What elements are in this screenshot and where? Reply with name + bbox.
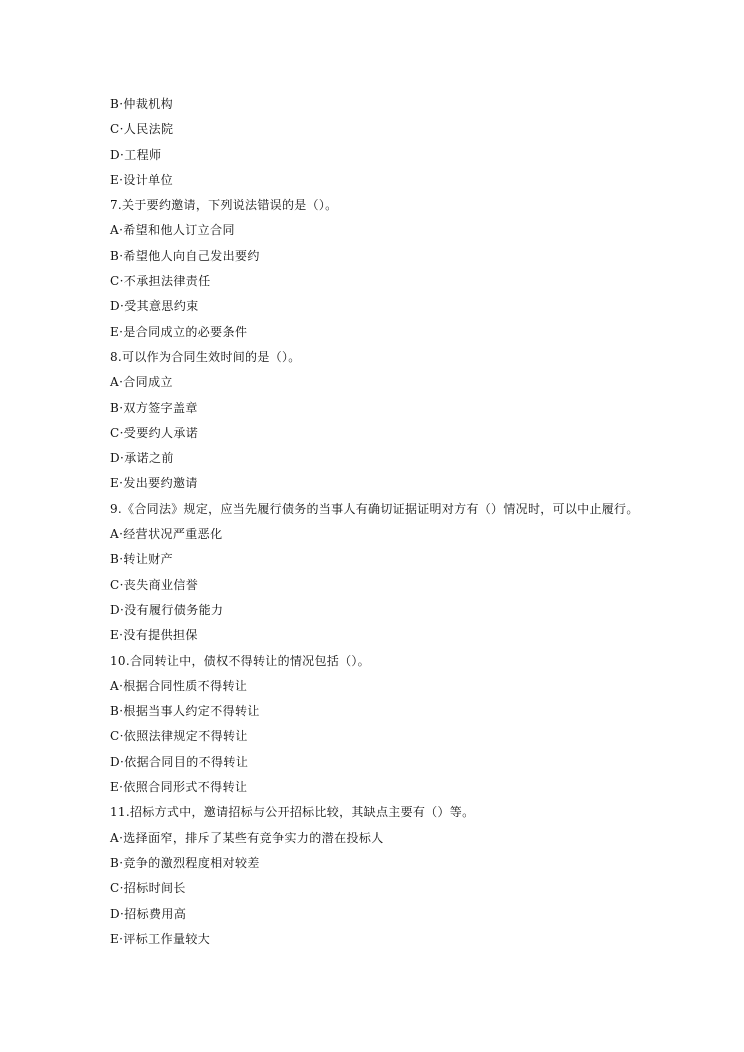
answer-option: E·没有提供担保 bbox=[110, 628, 198, 643]
answer-option: A·经营状况严重恶化 bbox=[110, 527, 223, 542]
answer-option: B·根据当事人约定不得转让 bbox=[110, 704, 260, 719]
question-text: 9.《合同法》规定，应当先履行债务的当事人有确切证据证明对方有（）情况时，可以中止履行。 bbox=[110, 501, 639, 516]
answer-option: E·发出要约邀请 bbox=[110, 476, 198, 491]
answer-option: E·依照合同形式不得转让 bbox=[110, 780, 248, 795]
answer-option: B·转让财产 bbox=[110, 552, 174, 567]
answer-option: A·合同成立 bbox=[110, 375, 173, 390]
answer-option: D·依据合同目的不得转让 bbox=[110, 754, 249, 769]
answer-option: D·承诺之前 bbox=[110, 451, 174, 466]
question-text: 7.关于要约邀请，下列说法错误的是（）。 bbox=[110, 198, 338, 213]
answer-option: E·评标工作量较大 bbox=[110, 931, 211, 946]
question-text: 10.合同转让中，债权不得转让的情况包括（）。 bbox=[110, 653, 370, 668]
question-text: 8.可以作为合同生效时间的是（）。 bbox=[110, 349, 301, 364]
answer-option: D·招标费用高 bbox=[110, 906, 187, 921]
answer-option: B·希望他人向自己发出要约 bbox=[110, 248, 260, 263]
answer-option: C·招标时间长 bbox=[110, 881, 186, 896]
answer-option: D·没有履行债务能力 bbox=[110, 602, 224, 617]
answer-option: B·竞争的激烈程度相对较差 bbox=[110, 855, 260, 870]
answer-option: B·双方签字盖章 bbox=[110, 400, 198, 415]
answer-option: C·丧失商业信誉 bbox=[110, 577, 199, 592]
answer-option: D·受其意思约束 bbox=[110, 299, 199, 314]
answer-option: B·仲裁机构 bbox=[110, 97, 174, 111]
answer-option: A·希望和他人订立合同 bbox=[110, 223, 235, 238]
question-list bbox=[110, 92, 710, 952]
answer-option: C·依照法律规定不得转让 bbox=[110, 729, 248, 744]
answer-option: E·是合同成立的必要条件 bbox=[110, 324, 248, 339]
answer-option: C·人民法院 bbox=[110, 122, 174, 137]
answer-option: C·受要约人承诺 bbox=[110, 425, 199, 440]
answer-option: A·选择面窄，排斥了某些有竞争实力的潜在投标人 bbox=[110, 830, 384, 845]
answer-option: A·根据合同性质不得转让 bbox=[110, 678, 248, 693]
question-text: 11.招标方式中，邀请招标与公开招标比较，其缺点主要有（）等。 bbox=[110, 805, 475, 820]
answer-option: D·工程师 bbox=[110, 147, 162, 162]
answer-option: C·不承担法律责任 bbox=[110, 274, 211, 289]
answer-option: E·设计单位 bbox=[110, 172, 173, 187]
